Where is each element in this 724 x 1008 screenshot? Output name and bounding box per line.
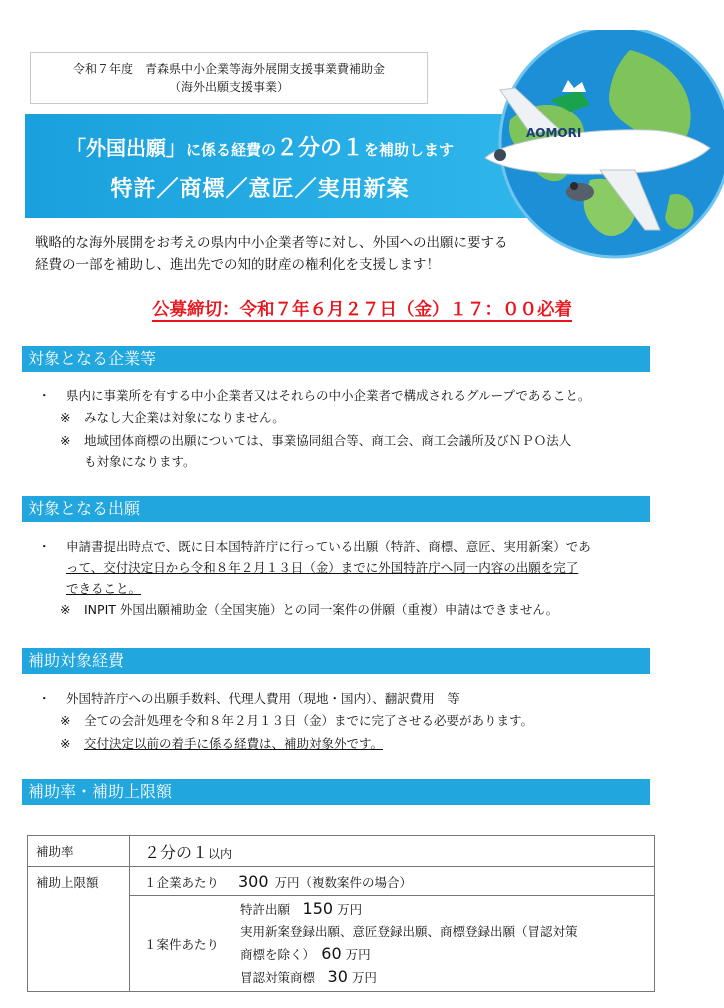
rate-cell <box>130 836 655 867</box>
per-case-label: １案件あたり <box>130 896 241 992</box>
counter-unit: 万円 <box>351 970 377 985</box>
note-mark: ※ <box>60 410 71 425</box>
table-row <box>28 836 655 867</box>
headline-title: 特許／商標／意匠／実用新案 <box>110 177 410 202</box>
subsidy-rate-table <box>27 835 655 992</box>
target-application-line-2: って、交付決定日から令和８年２月１３日（金）までに外国特許庁へ同一内容の出願を完了 <box>66 560 579 575</box>
program-subtitle: （海外出願支援事業） <box>168 80 289 94</box>
target-company-note-2b: も対象になります。 <box>84 454 196 469</box>
target-application-line-1: 申請書提出時点で、既に日本国特許庁に行っている出願（特許、商標、意匠、実用新案）であ <box>66 539 591 554</box>
section-header-target-application: 対象となる出願 <box>22 496 650 522</box>
section-header-rate: 補助率・補助上限額 <box>22 779 650 805</box>
target-application-note: INPIT 外国出願補助金（全国実施）との同一案件の併願（重複）申請はできません。 <box>84 602 559 617</box>
per-case-detail <box>240 896 655 992</box>
patent-unit: 万円 <box>337 902 363 917</box>
deadline-notice <box>0 296 724 321</box>
patent-value: 150 <box>302 899 334 918</box>
per-company-unit: 万円（複数案件の場合） <box>274 874 413 890</box>
bullet: ・ <box>38 539 51 554</box>
note-mark: ※ <box>60 713 71 728</box>
table-row <box>28 867 655 896</box>
intro-line-1: 戦略的な海外展開をお考えの県内中小企業者等に対し、外国への出願に要する <box>35 235 508 251</box>
others-line <box>240 943 654 966</box>
per-company-cell <box>130 867 655 896</box>
quote-close: 」 <box>165 136 186 160</box>
intro-text <box>35 232 595 276</box>
headline-mid1: に係る経費の <box>185 141 276 159</box>
quote-open: 「 <box>65 136 86 160</box>
target-company-note-2a: 地域団体商標の出願については、事業協同組合等、商工会、商工会議所及びＮＰＯ法人 <box>84 433 572 448</box>
per-company-value: 300 <box>238 871 269 891</box>
headline-banner <box>25 114 545 218</box>
section-header-expenses: 補助対象経費 <box>22 648 650 674</box>
section-header-target-company: 対象となる企業等 <box>22 346 650 372</box>
bullet: ・ <box>38 388 51 403</box>
counter-label: 冒認対策商標 <box>240 970 316 985</box>
others-label-a: 実用新案登録出願、意匠登録出願、商標登録出願（冒認対策 <box>240 924 578 939</box>
rate-label: 補助率 <box>28 836 130 867</box>
intro-line-2: 経費の一部を補助し、進出先での知的財産の権利化を支援します！ <box>35 257 440 273</box>
headline-fraction: ２分の１ <box>275 136 364 161</box>
expenses-note-1: 全ての会計処理を令和８年２月１３日（金）までに完了させる必要があります。 <box>84 713 534 728</box>
patent-line <box>240 898 654 921</box>
headline-text <box>25 131 495 162</box>
target-application-line-3: できること。 <box>66 581 142 596</box>
headline-mid2: を補助します <box>364 141 455 159</box>
headline-term: 外国出願 <box>85 136 166 160</box>
program-title: 令和７年度 青森県中小企業等海外展開支援事業費補助金 <box>72 62 385 76</box>
deadline-text: 公募締切：令和７年６月２７日（金）１７：００必着 <box>152 300 572 320</box>
program-title-box <box>30 52 428 104</box>
others-unit: 万円 <box>345 947 371 962</box>
patent-label: 特許出願 <box>240 902 291 917</box>
per-company-label: １企業あたり <box>144 874 220 890</box>
note-mark: ※ <box>60 433 71 448</box>
expenses-item: 外国特許庁への出願手数料、代理人費用（現地・国内）、翻訳費用 等 <box>66 691 460 706</box>
note-mark: ※ <box>60 602 71 617</box>
counter-line <box>240 966 654 989</box>
others-label-b: 商標を除く） <box>240 947 309 962</box>
note-mark: ※ <box>60 736 71 751</box>
expenses-note-2: 交付決定以前の着手に係る経費は、補助対象外です。 <box>84 736 384 751</box>
counter-value: 30 <box>327 967 348 986</box>
rate-value: ２分の１ <box>144 842 209 862</box>
rate-suffix: 以内 <box>208 846 233 861</box>
target-company-item: 県内に事業所を有する中小企業者又はそれらの中小企業者で構成されるグループであること。 <box>66 388 591 403</box>
bullet: ・ <box>38 691 51 706</box>
limit-label: 補助上限額 <box>28 867 130 992</box>
target-company-note-1: みなし大企業は対象になりません。 <box>84 410 285 425</box>
aomori-label: AOMORI <box>526 126 582 140</box>
others-value: 60 <box>321 944 342 963</box>
